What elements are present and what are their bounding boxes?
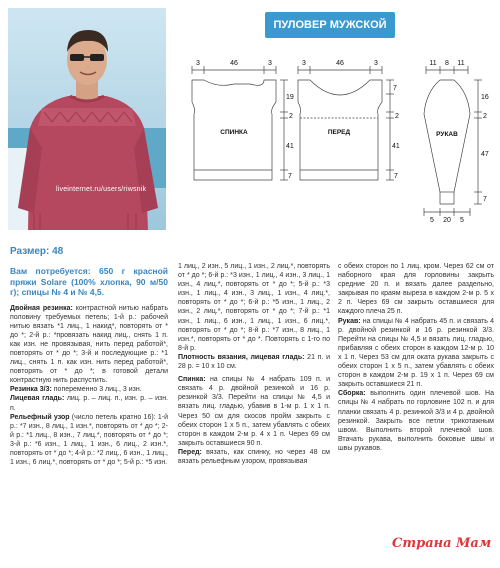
front-title: Перед: <box>178 448 202 456</box>
sleeve-dim: 20 <box>443 217 451 224</box>
rib2-title: Резинка 3/3: <box>10 386 52 394</box>
photo-caption: liveinternet.ru/users/riwsnik <box>56 186 147 193</box>
sleeve-dim: 11 <box>429 60 437 67</box>
assembly-text: выполнить один плечевой шов. На спицы № 4 набрать по горловине 102 п. и для планки связать 4 р. резинкой 3/3 и 4 р. двойной резинкой. Закрыть все петли трикотажным швом. Выполнить второй плечевой шов. Втачать рукава, выполнить боковые швы и швы рукавов. <box>338 390 494 452</box>
front-dim: 7 <box>394 173 398 180</box>
stst-text: лиц. р. – лиц. п., изн. р. – изн. п. <box>10 395 169 412</box>
back-dim: 46 <box>230 60 238 67</box>
watermark-logo: Страна Мам <box>392 536 492 551</box>
back-title: Спинка: <box>178 376 206 384</box>
back-dim: 3 <box>268 60 272 67</box>
pattern-diagrams <box>178 52 496 227</box>
rib2-text: попеременно 3 лиц., 3 изн. <box>53 386 142 394</box>
back-dim: 3 <box>196 60 200 67</box>
page-title: ПУЛОВЕР МУЖСКОЙ <box>273 19 387 31</box>
materials <box>10 266 168 298</box>
sleeve-dim: 2 <box>483 113 487 120</box>
back-dim: 41 <box>286 143 294 150</box>
sleeve-dim: 5 <box>430 217 434 224</box>
front-diagram <box>298 66 394 180</box>
back-dim: 2 <box>289 113 293 120</box>
back-label: СПИНКА <box>220 129 248 136</box>
size-line <box>10 246 63 257</box>
gauge-text: 21 п. и 28 р. = 10 х 10 см. <box>178 353 330 371</box>
sleeve-diagram <box>424 66 482 216</box>
front-dim: 46 <box>336 60 344 67</box>
back-dim: 19 <box>286 94 294 101</box>
relief-text: (число петель кратно 16): 1-й р.: *7 изн., 8 лиц., 1 изн.*, повторять от * до *; 2-й р.: *1 лиц., 8 изн., 7 лиц.*, повторять от * до *; 3-й р.: *6 изн., 1 лиц., 1 изн., 6 лиц., 2 изн.*, повторять от * до *; 4-й р.: *2 лиц., 6 изн., 1 лиц., 1 изн., 6 лиц.*, повторять от * до *; 5-й р.: *5 изн. <box>10 413 168 467</box>
front-dim: 7 <box>393 85 397 92</box>
front-cont-text: с обеих сторон по 1 лиц. кром. Через 62 см от наборного края для горловины закрыть средние 20 п. и вязать далее раздельно, закрывая по краям выреза в каждом 2-м р. 5 х 2 п. Через 69 см закрыть оставшиеся для каждого плеча 25 п. <box>338 263 494 316</box>
sleeve-dim: 7 <box>483 196 487 203</box>
sleeve-dim: 11 <box>457 60 465 67</box>
model-photo <box>8 8 166 230</box>
needs-label: Вам потребуется: <box>10 266 91 276</box>
front-dim: 2 <box>395 113 399 120</box>
front-dim: 41 <box>392 143 400 150</box>
sleeve-text: на спицы № 4 набрать 45 п. и связать 4 р. двойной резинкой и 16 р. резинкой 3/3. Перейти на спицы № 4,5 и вязать лиц. гладью, прибавляя с обеих сторон в каждом 12-м р. 10 х 1 п. Через 53 см для оката рукава закрыть с обеих сторон 1 х 5 п., затем убавлять с обеих сторон в каждом 2-м р. 19 х 1 п. Через 69 см закрыть оставшиеся 21 п. <box>338 317 494 389</box>
text-column-2 <box>178 262 330 466</box>
back-dim: 7 <box>288 173 292 180</box>
front-label: ПЕРЕД <box>327 129 351 136</box>
front-dim: 3 <box>374 60 378 67</box>
size-value: 48 <box>52 246 64 257</box>
needs-text: 650 г красной пряжи Solare (100% хлопка, 90 м/50 г); спицы № 4 и № 4,5. <box>10 266 168 297</box>
sleeve-dim: 47 <box>481 151 489 158</box>
size-label: Размер: <box>10 246 50 257</box>
sleeve-label: РУКАВ <box>436 131 458 138</box>
front-text: вязать, как спинку, но через 48 см вязать рельефным узором, провязывая <box>178 448 330 465</box>
gauge-title: Плотность вязания, лицевая гладь: <box>178 353 305 361</box>
back-text: на спицы № 4 набрать 109 п. и связать 4 р. двойной резинкой и 16 р. резинкой 3/3. Перейти на спицы № 4,5 и вязать лиц. гладью, убавив в 1-м р. 1 х 1 п. Через 50 см для скосов пройм закрыть с обеих сторон 1 х 5 п., затем убавлять с обеих сторон в каждом 2-м р. 4 х 1 п. Через 69 см закрыть оставшиеся 90 п. <box>178 376 330 447</box>
stst-title: Лицевая гладь: <box>10 395 65 403</box>
rib-title: Двойная резинка: <box>10 304 73 312</box>
back-diagram <box>192 66 288 180</box>
front-dim: 3 <box>302 60 306 67</box>
text-column-1 <box>10 266 168 467</box>
sleeve-title: Рукав: <box>338 317 361 325</box>
pattern-text: 1 лиц., 2 изн., 5 лиц., 1 изн., 2 лиц.*, повторять от * до *; 6-й р.: *3 изн., 1 лиц., 4 изн., 3 лиц., 1 изн., 4 лиц.*, повторять от * до *; 5-й р.: *3 изн., 1 лиц., 4 изн., 3 лиц., 1 изн., 4 лиц.*, повторять от * до *; 6-й р.: *5 изн., 1 лиц., 2 изн., 2 лиц.*, повторять от * до *; 7-й р.: *1 изн., 1 лиц., 6 изн., 1 лиц., 1 изн., 6 лиц.*, повторять от * до *; 8-й р.: *7 изн., 8 лиц., 1 изн.*, повторять от * до *. Повторять с 1-го по 8-й р. <box>178 263 330 352</box>
sleeve-dim: 5 <box>460 217 464 224</box>
relief-title: Рельефный узор <box>10 413 70 421</box>
assembly-title: Сборка: <box>338 390 366 398</box>
sleeve-dim: 8 <box>445 60 449 67</box>
sleeve-dim: 16 <box>481 94 489 101</box>
text-column-3 <box>338 262 494 453</box>
rib-text: контрастной нитью набрать половину требуемых петель; 1-й р.: рабочей нитью вязать *1 лиц., 1 накид*, повторять от * до *; 2-й р.: *провязать накид лиц., снять 1 п. как изн. не провязывая, нить перед работой*, повторять от * до *; 3-й и последующие р.: *1 лиц., снять 1 п. как изн. нить перед работой*, повторять от * до *; в готовой детали контрастную нить распустить. <box>10 304 168 385</box>
